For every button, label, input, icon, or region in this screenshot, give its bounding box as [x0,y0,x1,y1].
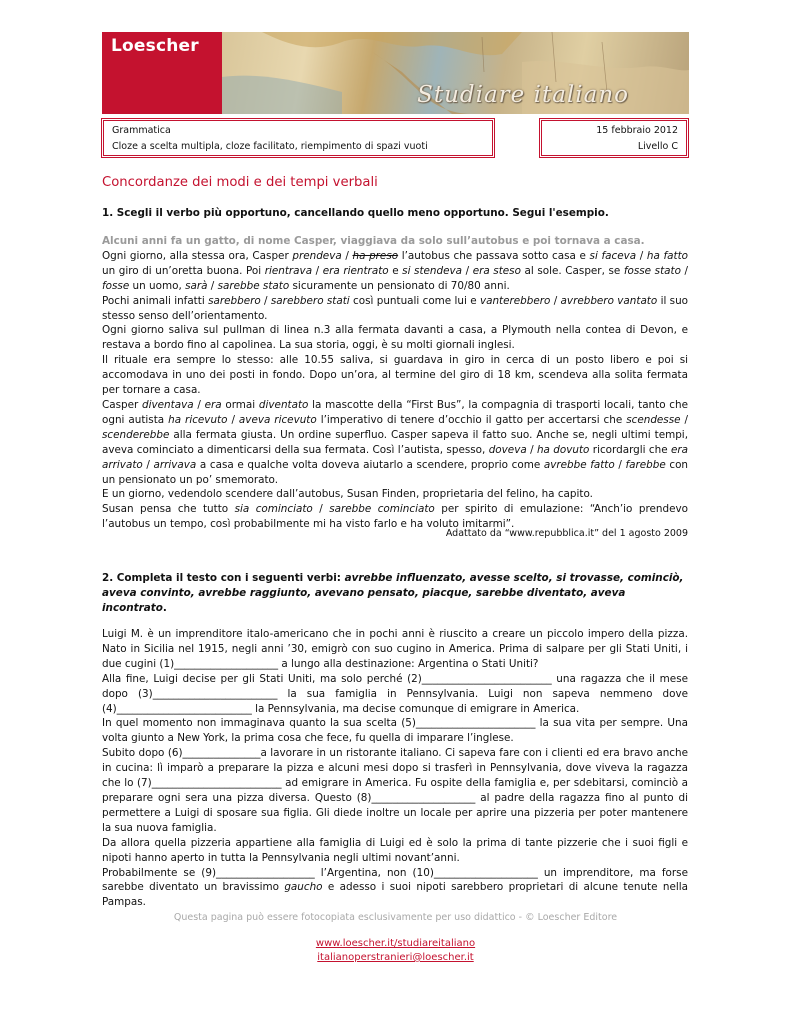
banner-title: Studiare italiano [417,82,629,108]
exercise-type: Cloze a scelta multipla, cloze facilitato, riempimento di spazi vuoti [112,141,428,152]
loescher-logo [102,32,222,114]
copyright-note: Questa pagina può essere fotocopiata esclusivamente per uso didattico - © Loescher Editore [173,912,618,923]
source-credit: Adattato da “www.repubblica.it” del 1 agosto 2009 [445,528,688,539]
date-label: 15 febbraio 2012 [596,125,678,136]
email-link[interactable]: italianoperstranieri@loescher.it [317,952,474,963]
level-label: Livello C [637,141,678,152]
info-box-category [103,120,493,156]
exercise-2-heading: 2. Completa il testo con i seguenti verbi: avrebbe influenzato, avesse scelto, si trovasse, cominciò, aveva convinto, avrebbe raggiunto, avevano pensato, piacque, sarebbe diventato, aveva incontrato. [102,572,684,614]
brand-name: Loescher [111,36,199,56]
example-sentence: Alcuni anni fa un gatto, di nome Casper, viaggiava da solo sull’autobus e poi tornava a casa. [102,235,645,247]
exercise-2-body: Luigi M. è un imprenditore italo-americano che in pochi anni è riuscito a creare un piccolo impero della pizza. Nato in Sicilia nel 1915, negli anni ’30, emigrò con suo cugino in America. Prima di salpare per gli Stati Uniti, i due cugini (1)____________________ a lungo alla destinazione: Argentina o Stati Uniti? Alla fine, Luigi decise per gli Stati Uniti, ma solo perché (2)_________________________ una ragazza che il mese dopo (3)________________________ la sua famiglia in Pennsylvania. Luigi non sapeva nemmeno dove (4)__________________________ la Pennsylvania, ma decise comunque di emigrare in America. In quel momento non immaginava quanto la sua scelta (5)_______________________ la sua vita per sempre. Una volta giunto a New York, la prima cosa che fece, fu quella di imparare l’inglese. Subito dopo (6)_______________a lavorare in un ristorante italiano. Ci sapeva fare con i clienti ed era bravo anche in cucina: lì imparò a preparare la pizza e alcuni mesi dopo si trasferì in Pennsylvania, dove viveva la ragazza che lo (7)_________________________ ad emigrare in America. Fu ospite della famiglia e, per sdebitarsi, cominciò a preparare ogni sera una pizza diversa. Questo (8)____________________ al padre della ragazza fino al punto di permettere a Luigi di sposare sua figlia. Gli diede inoltre un locale per aprire una pizzeria per poter mantenere la sua nuova famiglia. Da allora quella pizzeria appartiene alla famiglia di Luigi ed è solo la prima di tante pizzerie che i suoi figli e nipoti hanno aperto in tutta la Pennsylvania negli ultimi novant’anni. Probabilmente se (9)___________________ l’Argentina, non (10)____________________ un imprenditore, ma forse sarebbe diventato un bravissimo gaucho e adesso i suoi nipoti sarebbero proprietari di alcune tenute nella Pampas. [102,628,688,909]
exercise-1-body: Ogni giorno, alla stessa ora, Casper prendeva / ha preso l’autobus che passava sotto casa e si faceva / ha fatto un giro di un’oretta buona. Poi rientrava / era rientrato e si stendeva / era steso al sole. Casper, se fosse stato / fosse un uomo, sarà / sarebbe stato sicuramente un pensionato di 70/80 anni. Pochi animali infatti sarebbero / sarebbero stati così puntuali come lui e vanterebbero / avrebbero vantato il suo stesso senso dell’orientamento. Ogni giorno saliva sul pullman di linea n.3 alla fermata davanti a casa, a Plymouth nella contea di Devon, e restava a bordo fino al capolinea. La sua storia, oggi, è su molti giornali inglesi. Il rituale era sempre lo stesso: alle 10.55 saliva, si guardava in giro in cerca di un posto libero e poi si accomodava in uno dei posti in fondo. Dopo un’ora, al termine del giro di 18 km, scendeva alla solita fermata per tornare a casa. Casper diventava / era ormai diventato la mascotte della “First Bus”, la compagnia di trasporti locali, tanto che ogni autista ha ricevuto / aveva ricevuto l’imperativo di tenere d’occhio il gatto per accertarsi che scendesse / scenderebbe alla fermata giusta. Un ordine superfluo. Casper sapeva il fatto suo. Anche se, negli ultimi tempi, aveva cominciato a dimenticarsi della sua fermata. Così l’autista, spesso, doveva / ha dovuto ricordargli che era arrivato / arrivava a casa e qualche volta doveva aiutarlo a scendere, proprio come avrebbe fatto / farebbe con un pensionato un po’ smemorato. E un giorno, vedendolo scendere dall’autobus, Susan Finden, proprietaria del felino, ha capito. Susan pensa che tutto sia cominciato / sarebbe cominciato per spirito di emulazione: “Anch’io prendevo l’autobus un tempo, così probabilmente mi ha visto farlo e ha voluto imitarmi”. [102,249,689,531]
info-box-date [541,120,687,156]
map-image [222,32,689,114]
exercise-1-heading: 1. Scegli il verbo più opportuno, cancellando quello meno opportuno. Segui l'esempio. [102,207,609,219]
exercise-1-text [102,234,688,532]
verb-list: avrebbe influenzato, avesse scelto, si trovasse, cominciò, aveva convinto, avrebbe raggiunto, avevano pensato, piacque, sarebbe diventato, aveva incontrato [102,572,684,614]
page-title: Concordanze dei modi e dei tempi verbali [102,175,378,190]
exercise-2-heading-prefix: 2. Completa il testo con i seguenti verbi: [102,572,345,584]
exercise-2-text [102,627,688,910]
footer-url[interactable] [0,938,791,949]
website-link[interactable]: www.loescher.it/studiareitaliano [315,938,476,949]
header-banner [102,32,689,114]
footer-email[interactable] [0,952,791,963]
category-label: Grammatica [112,125,171,136]
